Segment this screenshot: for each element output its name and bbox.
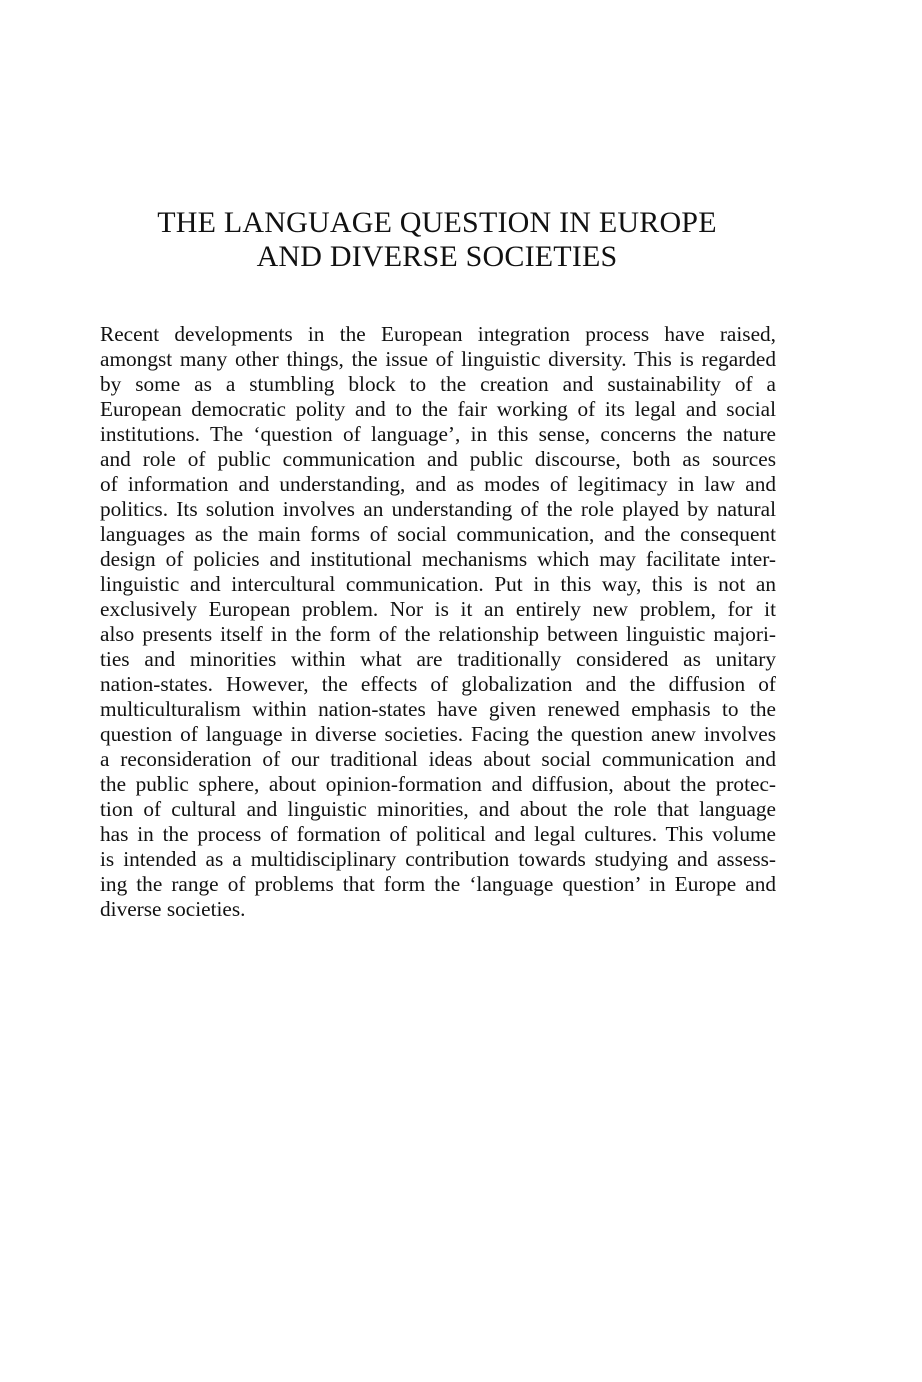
paragraph-line: institutions. The ‘question of language’, in this sense, concerns the nature bbox=[100, 422, 776, 446]
paragraph-line: ing the range of problems that form the ‘language question’ in Europe and bbox=[100, 872, 776, 896]
description-paragraph bbox=[100, 322, 776, 922]
paragraph-line: amongst many other things, the issue of linguistic diversity. This is regarded bbox=[100, 347, 776, 371]
paragraph-line: also presents itself in the form of the relationship between linguistic majori- bbox=[100, 622, 776, 646]
paragraph-line: Recent developments in the European integration process have raised, bbox=[100, 322, 776, 346]
paragraph-line: diverse societies. bbox=[100, 897, 246, 921]
paragraph-line: multiculturalism within nation-states have given renewed emphasis to the bbox=[100, 697, 776, 721]
paragraph-line: question of language in diverse societies. Facing the question anew involves bbox=[100, 722, 776, 746]
paragraph-line: tion of cultural and linguistic minorities, and about the role that language bbox=[100, 797, 776, 821]
paragraph-line: and role of public communication and public discourse, both as sources bbox=[100, 447, 776, 471]
paragraph-line: has in the process of formation of political and legal cultures. This volume bbox=[100, 822, 776, 846]
paragraph-line: politics. Its solution involves an understanding of the role played by natural bbox=[100, 497, 776, 521]
paragraph-line: nation-states. However, the effects of globalization and the diffusion of bbox=[100, 672, 776, 696]
paragraph-line: languages as the main forms of social communication, and the consequent bbox=[100, 522, 776, 546]
paragraph-line: of information and understanding, and as modes of legitimacy in law and bbox=[100, 472, 776, 496]
paragraph-line: the public sphere, about opinion-formation and diffusion, about the protec- bbox=[100, 772, 776, 796]
paragraph-line: exclusively European problem. Nor is it an entirely new problem, for it bbox=[100, 597, 776, 621]
paragraph-line: by some as a stumbling block to the creation and sustainability of a bbox=[100, 372, 776, 396]
paragraph-line: design of policies and institutional mechanisms which may facilitate inter- bbox=[100, 547, 776, 571]
page-title bbox=[100, 206, 774, 274]
paragraph-line: European democratic polity and to the fair working of its legal and social bbox=[100, 397, 776, 421]
paragraph-line: ties and minorities within what are traditionally considered as unitary bbox=[100, 647, 776, 671]
title-line-1: THE LANGUAGE QUESTION IN EUROPE bbox=[157, 206, 717, 239]
paragraph-line: linguistic and intercultural communication. Put in this way, this is not an bbox=[100, 572, 776, 596]
paragraph-line: is intended as a multidisciplinary contribution towards studying and assess- bbox=[100, 847, 776, 871]
title-line-2: AND DIVERSE SOCIETIES bbox=[256, 240, 618, 273]
paragraph-line: a reconsideration of our traditional ideas about social communication and bbox=[100, 747, 776, 771]
